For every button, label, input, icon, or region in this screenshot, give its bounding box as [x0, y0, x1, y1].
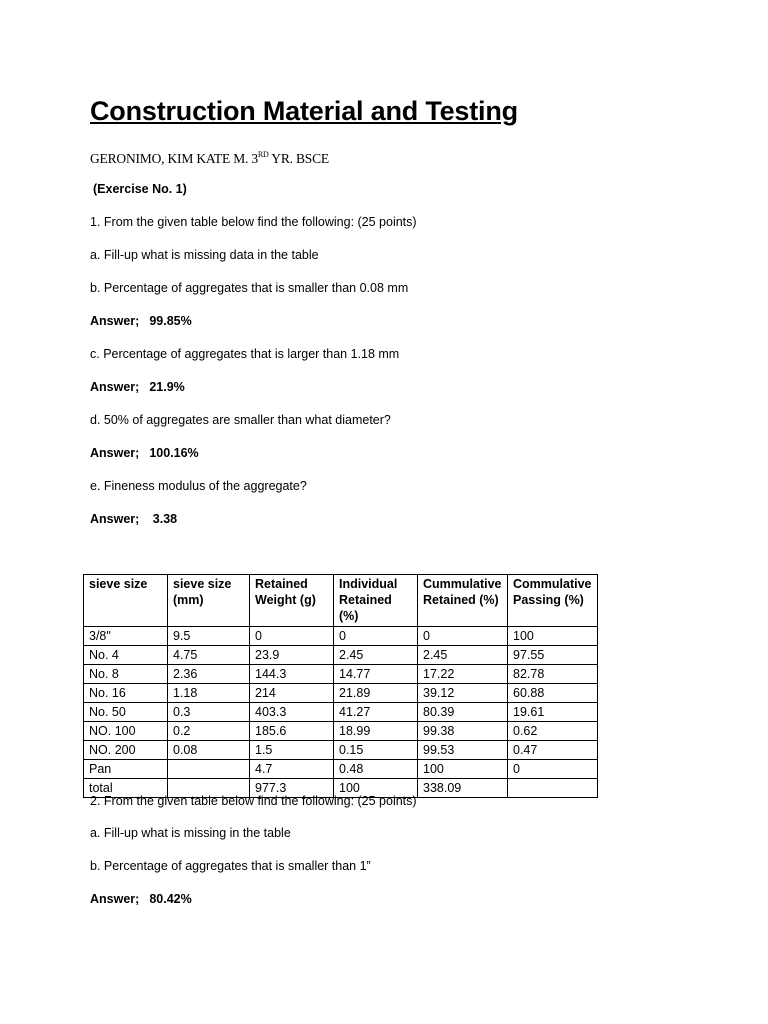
q1-item-a: a. Fill-up what is missing data in the table	[90, 248, 319, 262]
table-cell: 39.12	[418, 684, 508, 703]
q2-answer-b	[90, 892, 192, 906]
table-cell: 0.2	[168, 722, 250, 741]
table-cell: 18.99	[334, 722, 418, 741]
table-cell: 0.48	[334, 760, 418, 779]
q1-answer-c	[90, 380, 185, 394]
table-cell: 0.3	[168, 703, 250, 722]
q1-prompt: 1. From the given table below find the following: (25 points)	[90, 215, 417, 229]
table-cell: NO. 200	[84, 741, 168, 760]
table-cell: 17.22	[418, 665, 508, 684]
table-cell: 1.18	[168, 684, 250, 703]
table-cell: 60.88	[508, 684, 598, 703]
table-cell: 100	[418, 760, 508, 779]
table-cell: 0	[250, 627, 334, 646]
q1-answer-b	[90, 314, 192, 328]
q2-prompt: 2. From the given table below find the following: (25 points)	[90, 794, 417, 808]
table-row	[84, 627, 598, 646]
table-row	[84, 722, 598, 741]
table-row	[84, 741, 598, 760]
table-cell: No. 16	[84, 684, 168, 703]
table-cell: 80.39	[418, 703, 508, 722]
table-row	[84, 646, 598, 665]
table-row	[84, 760, 598, 779]
table-cell: 4.75	[168, 646, 250, 665]
table-header-row	[84, 575, 598, 627]
table-cell: 144.3	[250, 665, 334, 684]
q2-item-a: a. Fill-up what is missing in the table	[90, 826, 291, 840]
table-body	[84, 627, 598, 798]
table-cell: 3/8"	[84, 627, 168, 646]
q1-item-e: e. Fineness modulus of the aggregate?	[90, 479, 307, 493]
sieve-analysis-table	[83, 574, 598, 798]
table-cell: 23.9	[250, 646, 334, 665]
table-cell: 0	[508, 760, 598, 779]
table-cell: 9.5	[168, 627, 250, 646]
table-cell: 214	[250, 684, 334, 703]
answer-label: Answer;	[90, 380, 140, 394]
table-cell: 0.62	[508, 722, 598, 741]
answer-label: Answer;	[90, 512, 140, 526]
author-year: YR. BSCE	[268, 151, 329, 166]
table-cell: 99.38	[418, 722, 508, 741]
document-title: Construction Material and Testing	[90, 96, 518, 126]
table-cell: 4.7	[250, 760, 334, 779]
table-cell: 2.45	[334, 646, 418, 665]
table-cell: No. 8	[84, 665, 168, 684]
table-cell: 185.6	[250, 722, 334, 741]
q1-item-c: c. Percentage of aggregates that is larger than 1.18 mm	[90, 347, 400, 361]
table-header-cell: Cummulative Retained (%)	[418, 575, 508, 627]
table-cell: 100	[334, 779, 418, 798]
table-cell: 0	[418, 627, 508, 646]
q1-answer-e	[90, 512, 177, 526]
table-cell: 403.3	[250, 703, 334, 722]
table-header-cell: Commulative Passing (%)	[508, 575, 598, 627]
table-cell: 0	[334, 627, 418, 646]
answer-value: 99.85%	[149, 314, 192, 328]
author-sup: RD	[257, 150, 269, 159]
q1-item-d: d. 50% of aggregates are smaller than what diameter?	[90, 413, 391, 427]
table-cell: 21.89	[334, 684, 418, 703]
table-cell: 41.27	[334, 703, 418, 722]
table-cell: 99.53	[418, 741, 508, 760]
table-cell: 0.47	[508, 741, 598, 760]
table-cell: 100	[508, 627, 598, 646]
table-header-cell: Individual Retained (%)	[334, 575, 418, 627]
answer-label: Answer;	[90, 892, 140, 906]
q1-answer-d	[90, 446, 199, 460]
table-cell: 338.09	[418, 779, 508, 798]
table-cell: 14.77	[334, 665, 418, 684]
table-header-cell: Retained Weight (g)	[250, 575, 334, 627]
answer-label: Answer;	[90, 446, 140, 460]
table-cell	[508, 779, 598, 798]
table-cell: 2.36	[168, 665, 250, 684]
answer-value: 3.38	[149, 512, 178, 526]
table-cell: Pan	[84, 760, 168, 779]
table-cell: 0.15	[334, 741, 418, 760]
table-cell	[168, 760, 250, 779]
table-cell: 2.45	[418, 646, 508, 665]
answer-value: 80.42%	[149, 892, 192, 906]
table-cell: total	[84, 779, 168, 798]
q2-item-b: b. Percentage of aggregates that is smaller than 1”	[90, 859, 371, 873]
exercise-number: (Exercise No. 1)	[93, 182, 187, 196]
author-line	[90, 150, 329, 167]
table-header-cell: sieve size	[84, 575, 168, 627]
answer-value: 21.9%	[149, 380, 185, 394]
table-cell: 1.5	[250, 741, 334, 760]
q1-item-b: b. Percentage of aggregates that is smaller than 0.08 mm	[90, 281, 409, 295]
answer-value: 100.16%	[149, 446, 199, 460]
table-row	[84, 703, 598, 722]
table-cell: 977.3	[250, 779, 334, 798]
answer-label: Answer;	[90, 314, 140, 328]
table-row	[84, 684, 598, 703]
table-row	[84, 665, 598, 684]
table-cell: No. 50	[84, 703, 168, 722]
author-name: GERONIMO, KIM KATE M. 3	[90, 151, 258, 166]
table-cell: 97.55	[508, 646, 598, 665]
table-cell: 82.78	[508, 665, 598, 684]
table-header-cell: sieve size (mm)	[168, 575, 250, 627]
table-cell: No. 4	[84, 646, 168, 665]
table-cell: 0.08	[168, 741, 250, 760]
table-cell: 19.61	[508, 703, 598, 722]
table-cell: NO. 100	[84, 722, 168, 741]
